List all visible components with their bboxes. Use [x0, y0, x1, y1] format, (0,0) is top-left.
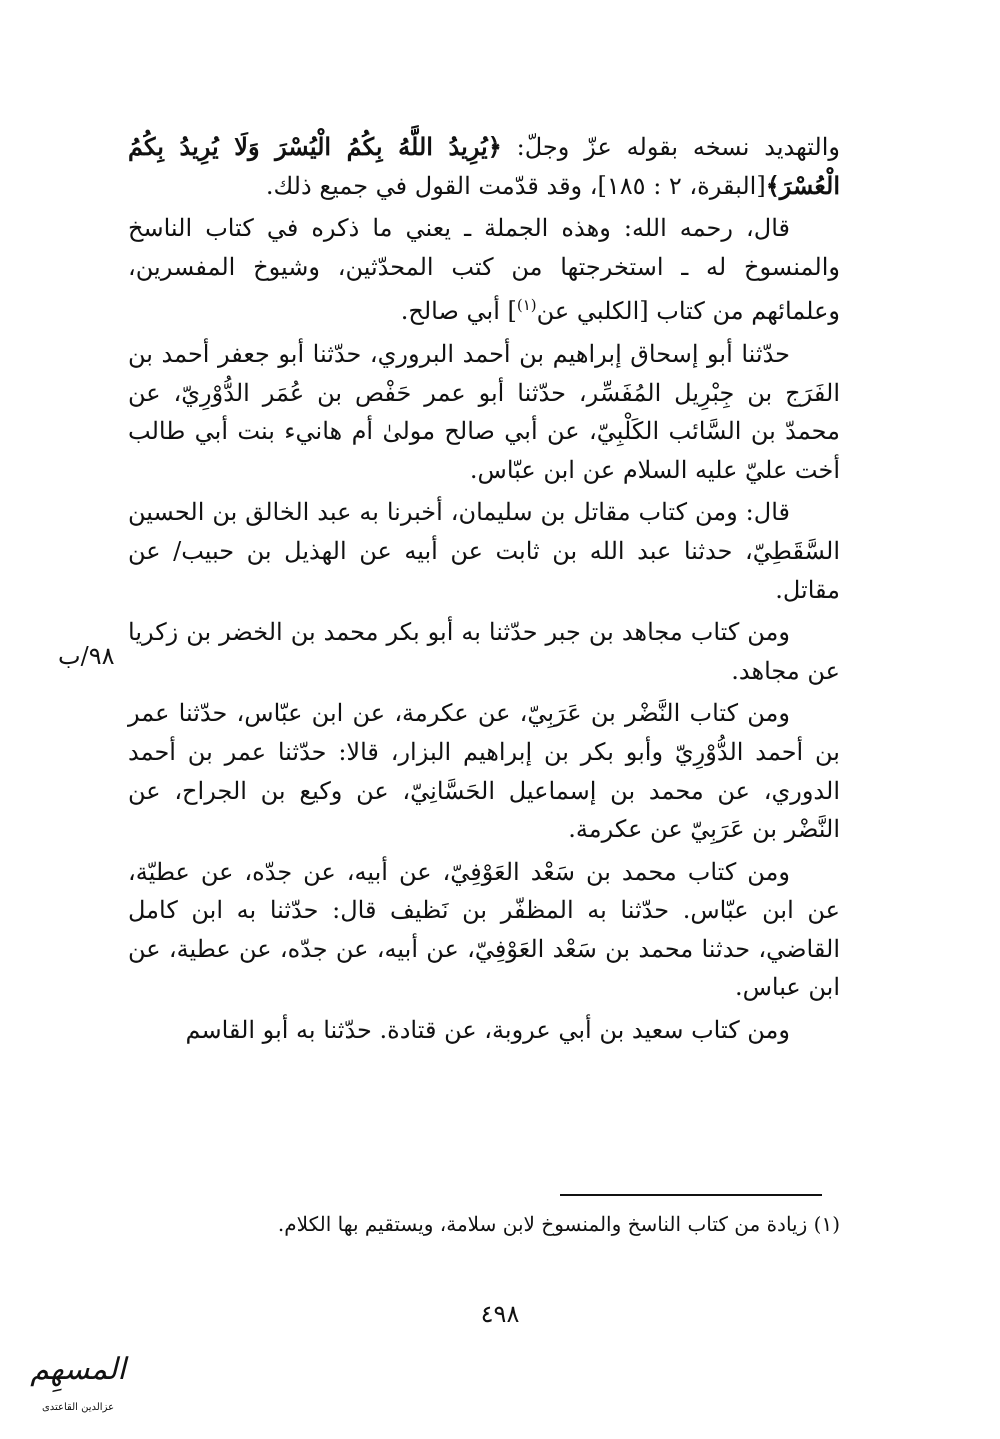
text-segment: حدّثنا أبو إسحاق إبراهيم بن أحمد البروري، حدّثنا أبو جعفر أحمد بن الفَرَج بن جِبْرِيل المُفَسِّر، حدّثنا أبو عمر حَفْص بن عُمَر الدُّوْرِيّ، عن محمدّ بن السَّائب الكَلْبِيّ، عن أبي صالح مولىٰ أم هانيء بنت أبي طالب أخت عليّ عليه السلام عن ابن عبّاس.: [128, 339, 840, 484]
text-segment: ومن كتاب مجاهد بن جبر حدّثنا به أبو بكر محمد بن الخضر بن زكريا عن مجاهد.: [128, 618, 840, 685]
paragraph: [128, 128, 840, 205]
main-text: [128, 128, 840, 1054]
text-segment: ومن كتاب سعيد بن أبي عروبة، عن قتادة. حدّثنا به أبو القاسم: [185, 1016, 790, 1045]
footnote-marker: (١): [516, 296, 537, 315]
text-segment: قال، رحمه الله: وهذه الجملة ـ يعني ما ذكره في كتاب الناسخ والمنسوخ له ـ استخرجتها من كتب المحدّثين، وشيوخ المفسرين، وعلمائهم من كتاب [الكلبي عن: [128, 214, 840, 326]
paragraph: [128, 493, 840, 609]
text-segment: والتهديد نسخه بقوله عزّ وجلّ:: [501, 133, 840, 161]
paragraph: [128, 853, 840, 1007]
paragraph: [128, 694, 840, 848]
paragraph: [128, 335, 840, 489]
paragraph: [128, 1011, 840, 1050]
calligraphy-logo: [14, 1352, 142, 1428]
footnote: (١) زيادة من كتاب الناسخ والمنسوخ لابن سلامة، ويستقيم بها الكلام.: [277, 1212, 840, 1236]
page-number: ٤٩٨: [480, 1300, 520, 1328]
margin-folio-note: ٩٨/ب: [58, 642, 115, 670]
logo-text: المسهِم: [30, 1352, 126, 1387]
text-segment: ومن كتاب محمد بن سَعْد العَوْفِيّ، عن أبيه، عن جدّه، عن عطيّة، عن ابن عبّاس. حدّثنا به المظفّر بن نَظيف قال: حدّثنا به ابن كامل القاضي، حدثنا محمد بن سَعْد العَوْفِيّ، عن أبيه، عن جدّه، عن عطية، عن ابن عباس.: [128, 857, 840, 1002]
text-segment: قال: ومن كتاب مقاتل بن سليمان، أخبرنا به عبد الخالق بن الحسين السَّقَطِيّ، حدثنا عبد الله بن ثابت عن أبيه عن الهذيل بن حبيب/ عن مقاتل.: [128, 498, 840, 604]
paragraph: [128, 613, 840, 690]
text-segment: [البقرة، ٢ : ١٨٥]، وقد قدّمت القول في جميع ذلك.: [265, 171, 766, 200]
text-segment: ] أبي صالح.: [400, 297, 517, 326]
logo-subtext: عزالدین القاعتدی: [41, 1402, 115, 1413]
text-segment: ومن كتاب النَّضْر بن عَرَبِيّ، عن عكرمة، عن ابن عبّاس، حدّثنا عمر بن أحمد الدُّوْرِيّ وأبو بكر بن إبراهيم البزار، قالا: حدّثنا عمر بن أحمد الدوري، عن محمد بن إسماعيل الحَسَّانِيّ، عن وكيع بن الجراح، عن النَّضْر بن عَرَبِيّ عن عكرمة.: [128, 699, 840, 844]
footnote-separator: [560, 1194, 822, 1196]
quran-quote: ﴿يُرِيدُ اللَّهُ بِكُمُ الْيُسْرَ وَلَا يُرِيدُ بِكُمُ الْعُسْرَ﴾: [128, 132, 840, 200]
paragraph: [128, 209, 840, 331]
